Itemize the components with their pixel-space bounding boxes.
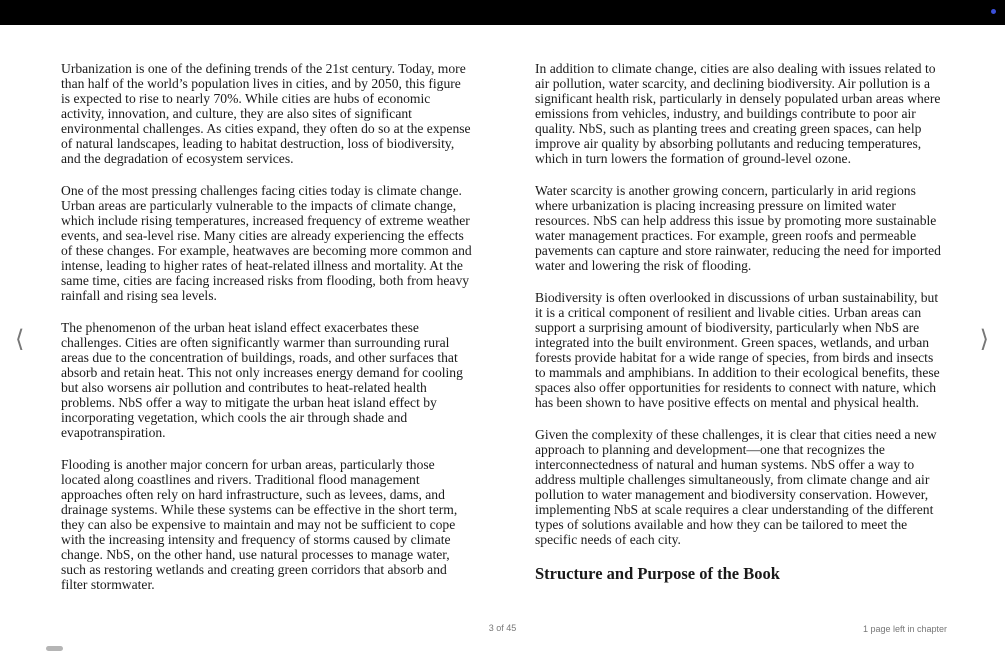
paragraph: The phenomenon of the urban heat island effect exacerbates these challenges. Cities are often significantly warmer than surrounding rural areas due to the concentration of buildings, roads, and other surfaces that absorb and retain heat. This not only increases energy demand for cooling but also worsens air pollution and contributes to heat-related health problems. NbS offer a way to mitigate the urban heat island effect by incorporating vegetation, which cools the air through shade and evapotranspiration. [61, 320, 463, 440]
top-bar [0, 0, 1005, 25]
previous-page-button[interactable] [15, 325, 24, 353]
scroll-indicator[interactable] [46, 646, 63, 651]
status-dot-icon [991, 9, 996, 14]
chevron-right-icon: ⟩ [979, 325, 989, 353]
left-page [61, 61, 473, 609]
paragraph: Water scarcity is another growing concern, particularly in arid regions where urbanization is placing increasing pressure on limited water resources. NbS can help address this issue by promoting more sustainable water management practices. For example, green roofs and permeable pavements can capture and store rainwater, reducing the need for imported water and lowering the risk of flooding. [535, 183, 941, 273]
paragraph: Urbanization is one of the defining trends of the 21st century. Today, more than half of the world’s population lives in cities, and by 2050, this figure is expected to rise to nearly 70%. While cities are hubs of economic activity, innovation, and culture, they are also sites of significant environmental challenges. As cities expand, they often do so at the expense of natural landscapes, leading to habitat destruction, loss of biodiversity, and the degradation of ecosystem services. [61, 61, 471, 166]
pages-left-in-chapter: 1 page left in chapter [862, 624, 947, 634]
paragraph: One of the most pressing challenges facing cities today is climate change. Urban areas are particularly vulnerable to the impacts of climate change, which include rising temperatures, increased frequency of extreme weather events, and sea-level rise. Many cities are already experiencing the effects of these changes. For example, heatwaves are becoming more common and intense, leading to higher rates of heat-related illness and mortality. At the same time, cities are facing increased risks from flooding, both from heavy rainfall and rising sea levels. [61, 183, 472, 303]
section-heading: Structure and Purpose of the Book [535, 564, 780, 583]
paragraph: Biodiversity is often overlooked in discussions of urban sustainability, but it is a critical component of resilient and livable cities. Urban areas can support a surprising amount of biodiversity, particularly when NbS are integrated into the built environment. Green spaces, wetlands, and urban forests provide habitat for a wide range of species, from birds and insects to mammals and amphibians. In addition to their ecological benefits, these spaces also offer opportunities for residents to connect with nature, which has been shown to have positive effects on mental and physical health. [535, 290, 940, 410]
chevron-left-icon: ⟨ [15, 325, 25, 353]
right-page [535, 61, 947, 584]
paragraph: Flooding is another major concern for urban areas, particularly those located along coastlines and rivers. Traditional flood management approaches often rely on hard infrastructure, such as levees, dams, and drainage systems. While these systems can be effective in the short term, they can also be expensive to maintain and may not be sufficient to cope with the increasing intensity and frequency of storms caused by climate change. NbS, on the other hand, use natural processes to manage water, such as restoring wetlands and creating green corridors that absorb and filter stormwater. [61, 457, 458, 592]
paragraph: In addition to climate change, cities are also dealing with issues related to air pollution, water scarcity, and declining biodiversity. Air pollution is a significant health risk, particularly in densely populated urban areas where emissions from vehicles, industry, and buildings contribute to poor air quality. NbS, such as planting trees and creating green spaces, can help improve air quality by absorbing pollutants and reducing temperatures, which in turn lowers the formation of ground-level ozone. [535, 61, 941, 166]
paragraph: Given the complexity of these challenges, it is clear that cities need a new approach to planning and development—one that recognizes the interconnectedness of natural and human systems. NbS offer a way to address multiple challenges simultaneously, from climate change and air pollution to water management and biodiversity conservation. However, implementing NbS at scale requires a clear understanding of the different types of solutions available and how they can be tailored to meet the specific needs of each city. [535, 427, 937, 547]
next-page-button[interactable] [980, 325, 989, 353]
page-indicator: 3 of 45 [488, 623, 517, 633]
